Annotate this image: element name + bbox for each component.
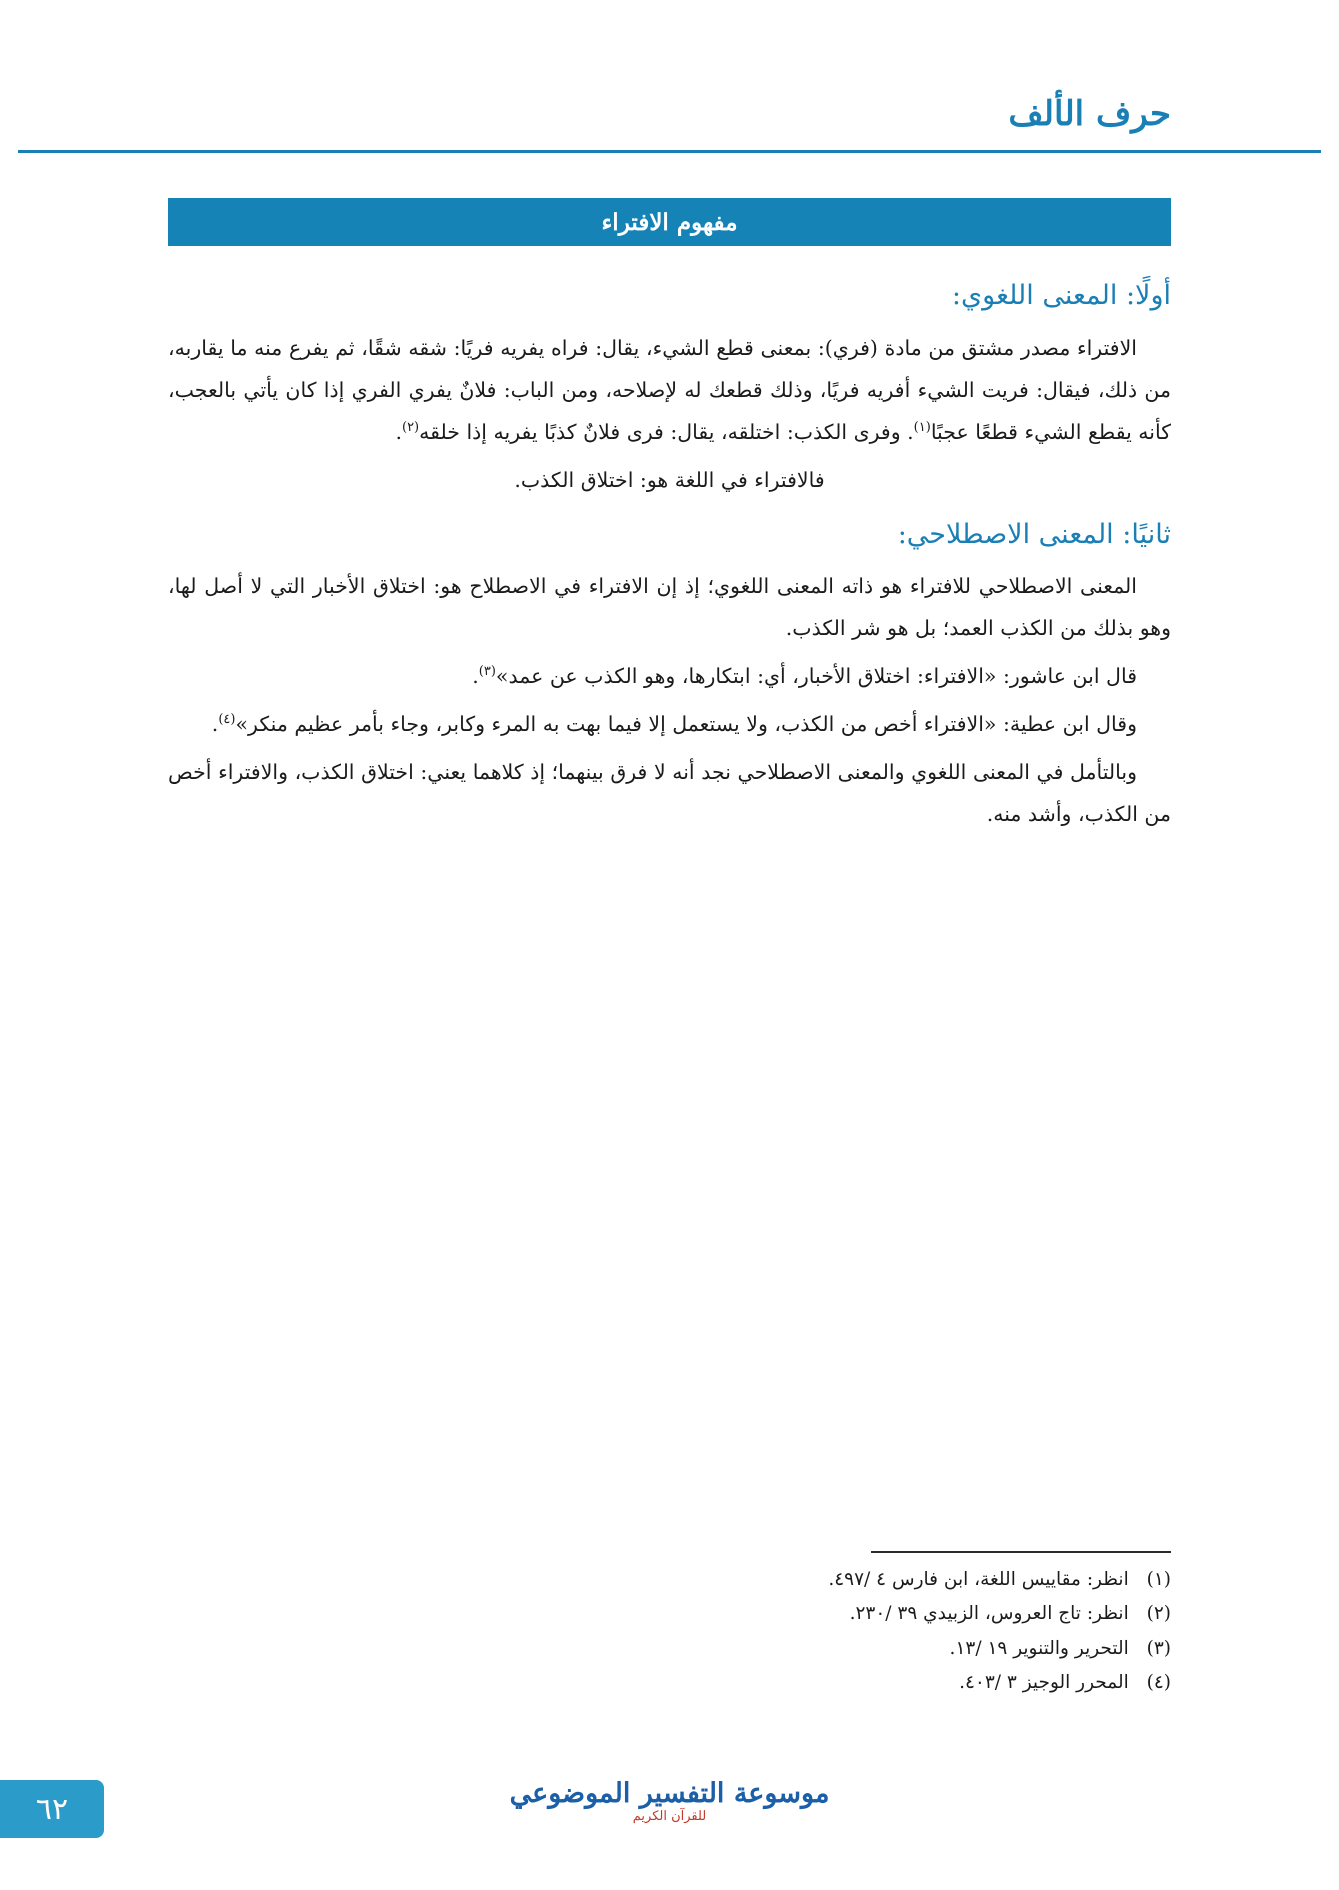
- page-header: [168, 96, 1171, 158]
- page-number: ٦٢: [35, 1791, 69, 1827]
- footnote-ref-2[interactable]: (٢): [401, 419, 420, 435]
- paragraph-text-tail: . وفرى الكذب: اختلقه، يقال: فرى فلانٌ كذبًا يفريه إذا خلقه: [419, 419, 914, 444]
- footnote-text: انظر: مقاييس اللغة، ابن فارس ٤ /٤٩٧.: [828, 1569, 1129, 1591]
- footnote-item: [168, 1632, 1171, 1666]
- footnote-item: [168, 1666, 1171, 1700]
- publisher-logo-sub-text: للقرآن الكريم: [632, 1809, 707, 1824]
- paragraph-text-tail: .: [472, 664, 479, 689]
- footnote-item: [168, 1597, 1171, 1631]
- paragraph-ibn-ashur-quote: [168, 655, 1171, 697]
- publisher-logo: [0, 1780, 1339, 1824]
- subheading-technical-meaning: ثانيًا: المعنى الاصطلاحي:: [897, 518, 1171, 550]
- chapter-title: حرف الألف: [1008, 94, 1171, 134]
- footnote-text: انظر: تاج العروس، الزبيدي ٣٩ /٢٣٠.: [849, 1603, 1129, 1625]
- paragraph-text: وقال ابن عطية: «الافتراء أخص من الكذب، ولا يستعمل إلا فيما بهت به المرء وكابر، وجاء بأمر عظيم منكر»: [235, 712, 1137, 737]
- publisher-logo-main-text: موسوعة التفسير الموضوعي: [509, 1778, 830, 1809]
- page-number-tab: [0, 1780, 104, 1838]
- footnote-marker: (٣): [1146, 1637, 1171, 1659]
- footnote-text: المحرر الوجيز ٣ /٤٠٣.: [959, 1671, 1129, 1693]
- footnote-marker: (٤): [1146, 1671, 1171, 1693]
- footnote-ref-4[interactable]: (٤): [218, 712, 236, 728]
- footnote-ref-1[interactable]: (١): [913, 419, 931, 435]
- page-content: [168, 262, 1171, 841]
- paragraph-text: الافتراء مصدر مشتق من مادة (فري): بمعنى قطع الشيء، يقال: فراه يفريه فريًا: شقه شقًا، ثم يفرع منه ما يقاربه، من ذلك، فيقال: فريت الشيء أفريه فريًا، وذلك قطعك له لإصلاحه، ومن الباب: فلانٌ يفري الفري إذا كان يأتي بالعجب، كأنه يقطع الشيء قطعًا عجبًا: [168, 335, 1171, 444]
- footnote-marker: (١): [1146, 1569, 1171, 1591]
- paragraph-text-tail: .: [211, 712, 219, 737]
- section-title-band: [168, 198, 1171, 246]
- footnote-item: [168, 1563, 1171, 1597]
- footnote-marker: (٢): [1146, 1603, 1171, 1625]
- paragraph-ibn-atiyyah-quote: [168, 703, 1171, 745]
- footnote-ref-3[interactable]: (٣): [478, 664, 496, 680]
- paragraph-text: قال ابن عاشور: «الافتراء: اختلاق الأخبار، أي: ابتكارها، وهو الكذب عن عمد»: [495, 664, 1137, 689]
- footnote-divider: [871, 1551, 1171, 1553]
- subheading-linguistic-meaning: أولًا: المعنى اللغوي:: [951, 280, 1171, 311]
- header-divider: [18, 150, 1321, 153]
- footnote-list: [168, 1563, 1171, 1700]
- paragraph-comparison-conclusion: وبالتأمل في المعنى اللغوي والمعنى الاصطلاحي نجد أنه لا فرق بينهما؛ إذ كلاهما يعني: اختلاق الكذب، والافتراء أخص من الكذب، وأشد منه.: [168, 760, 1171, 827]
- paragraph-language-conclusion: فالافتراء في اللغة هو: اختلاق الكذب.: [514, 467, 825, 492]
- footnotes-section: [168, 1551, 1171, 1700]
- footnote-text: التحرير والتنوير ١٩ /١٣.: [949, 1637, 1129, 1659]
- paragraph-text-tail-2: .: [395, 419, 402, 444]
- section-title-label: مفهوم الافتراء: [601, 208, 738, 236]
- paragraph-technical-definition: المعنى الاصطلاحي للافتراء هو ذاته المعنى اللغوي؛ إذ إن الافتراء في الاصطلاح هو: اختلاق الأخبار التي لا أصل لها، وهو بذلك من الكذب العمد؛ بل هو شر الكذب.: [168, 574, 1171, 641]
- paragraph-linguistic-definition: [168, 327, 1171, 453]
